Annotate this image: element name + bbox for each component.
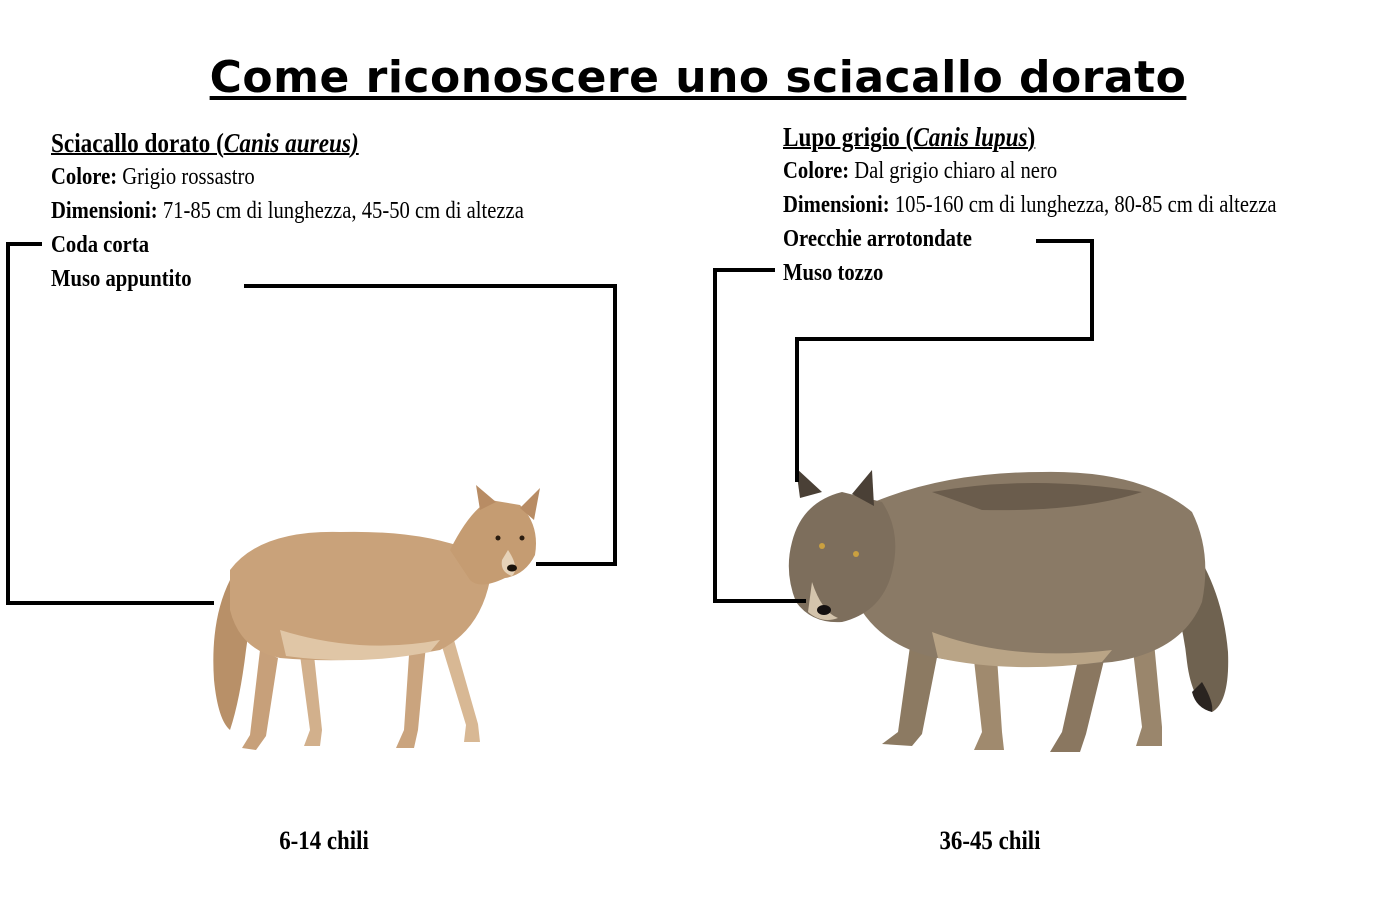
wolf-species: Canis lupus <box>913 122 1028 152</box>
jackal-tail-connector <box>8 244 214 603</box>
page-title: Come riconoscere uno sciacallo dorato <box>209 52 1187 103</box>
wolf-feature-muzzle: Muso tozzo <box>783 260 884 286</box>
jackal-muzzle-connector <box>244 286 615 564</box>
wolf-color: Colore: Dal grigio chiaro al nero <box>783 158 1058 184</box>
jackal-feature-tail: Coda corta <box>51 232 150 258</box>
wolf-muzzle-connector <box>715 270 806 601</box>
jackal-weight: 6-14 chili <box>279 826 369 855</box>
jackal-color: Colore: Grigio rossastro <box>51 164 255 190</box>
wolf-size: Dimensioni: 105-160 cm di lunghezza, 80-85 cm di altezza <box>783 192 1277 218</box>
jackal-size: Dimensioni: 71-85 cm di lunghezza, 45-50 cm di altezza <box>51 198 524 224</box>
jackal-heading: Sciacallo dorato (Canis aureus) <box>51 128 359 158</box>
wolf-feature-ears: Orecchie arrotondate <box>783 226 972 252</box>
wolf-weight: 36-45 chili <box>939 826 1041 855</box>
wolf-ears-connector <box>797 241 1092 482</box>
jackal-species: Canis aureus) <box>223 128 359 158</box>
wolf-heading: Lupo grigio (Canis lupus) <box>783 122 1036 152</box>
jackal-feature-muzzle: Muso appuntito <box>51 266 192 292</box>
